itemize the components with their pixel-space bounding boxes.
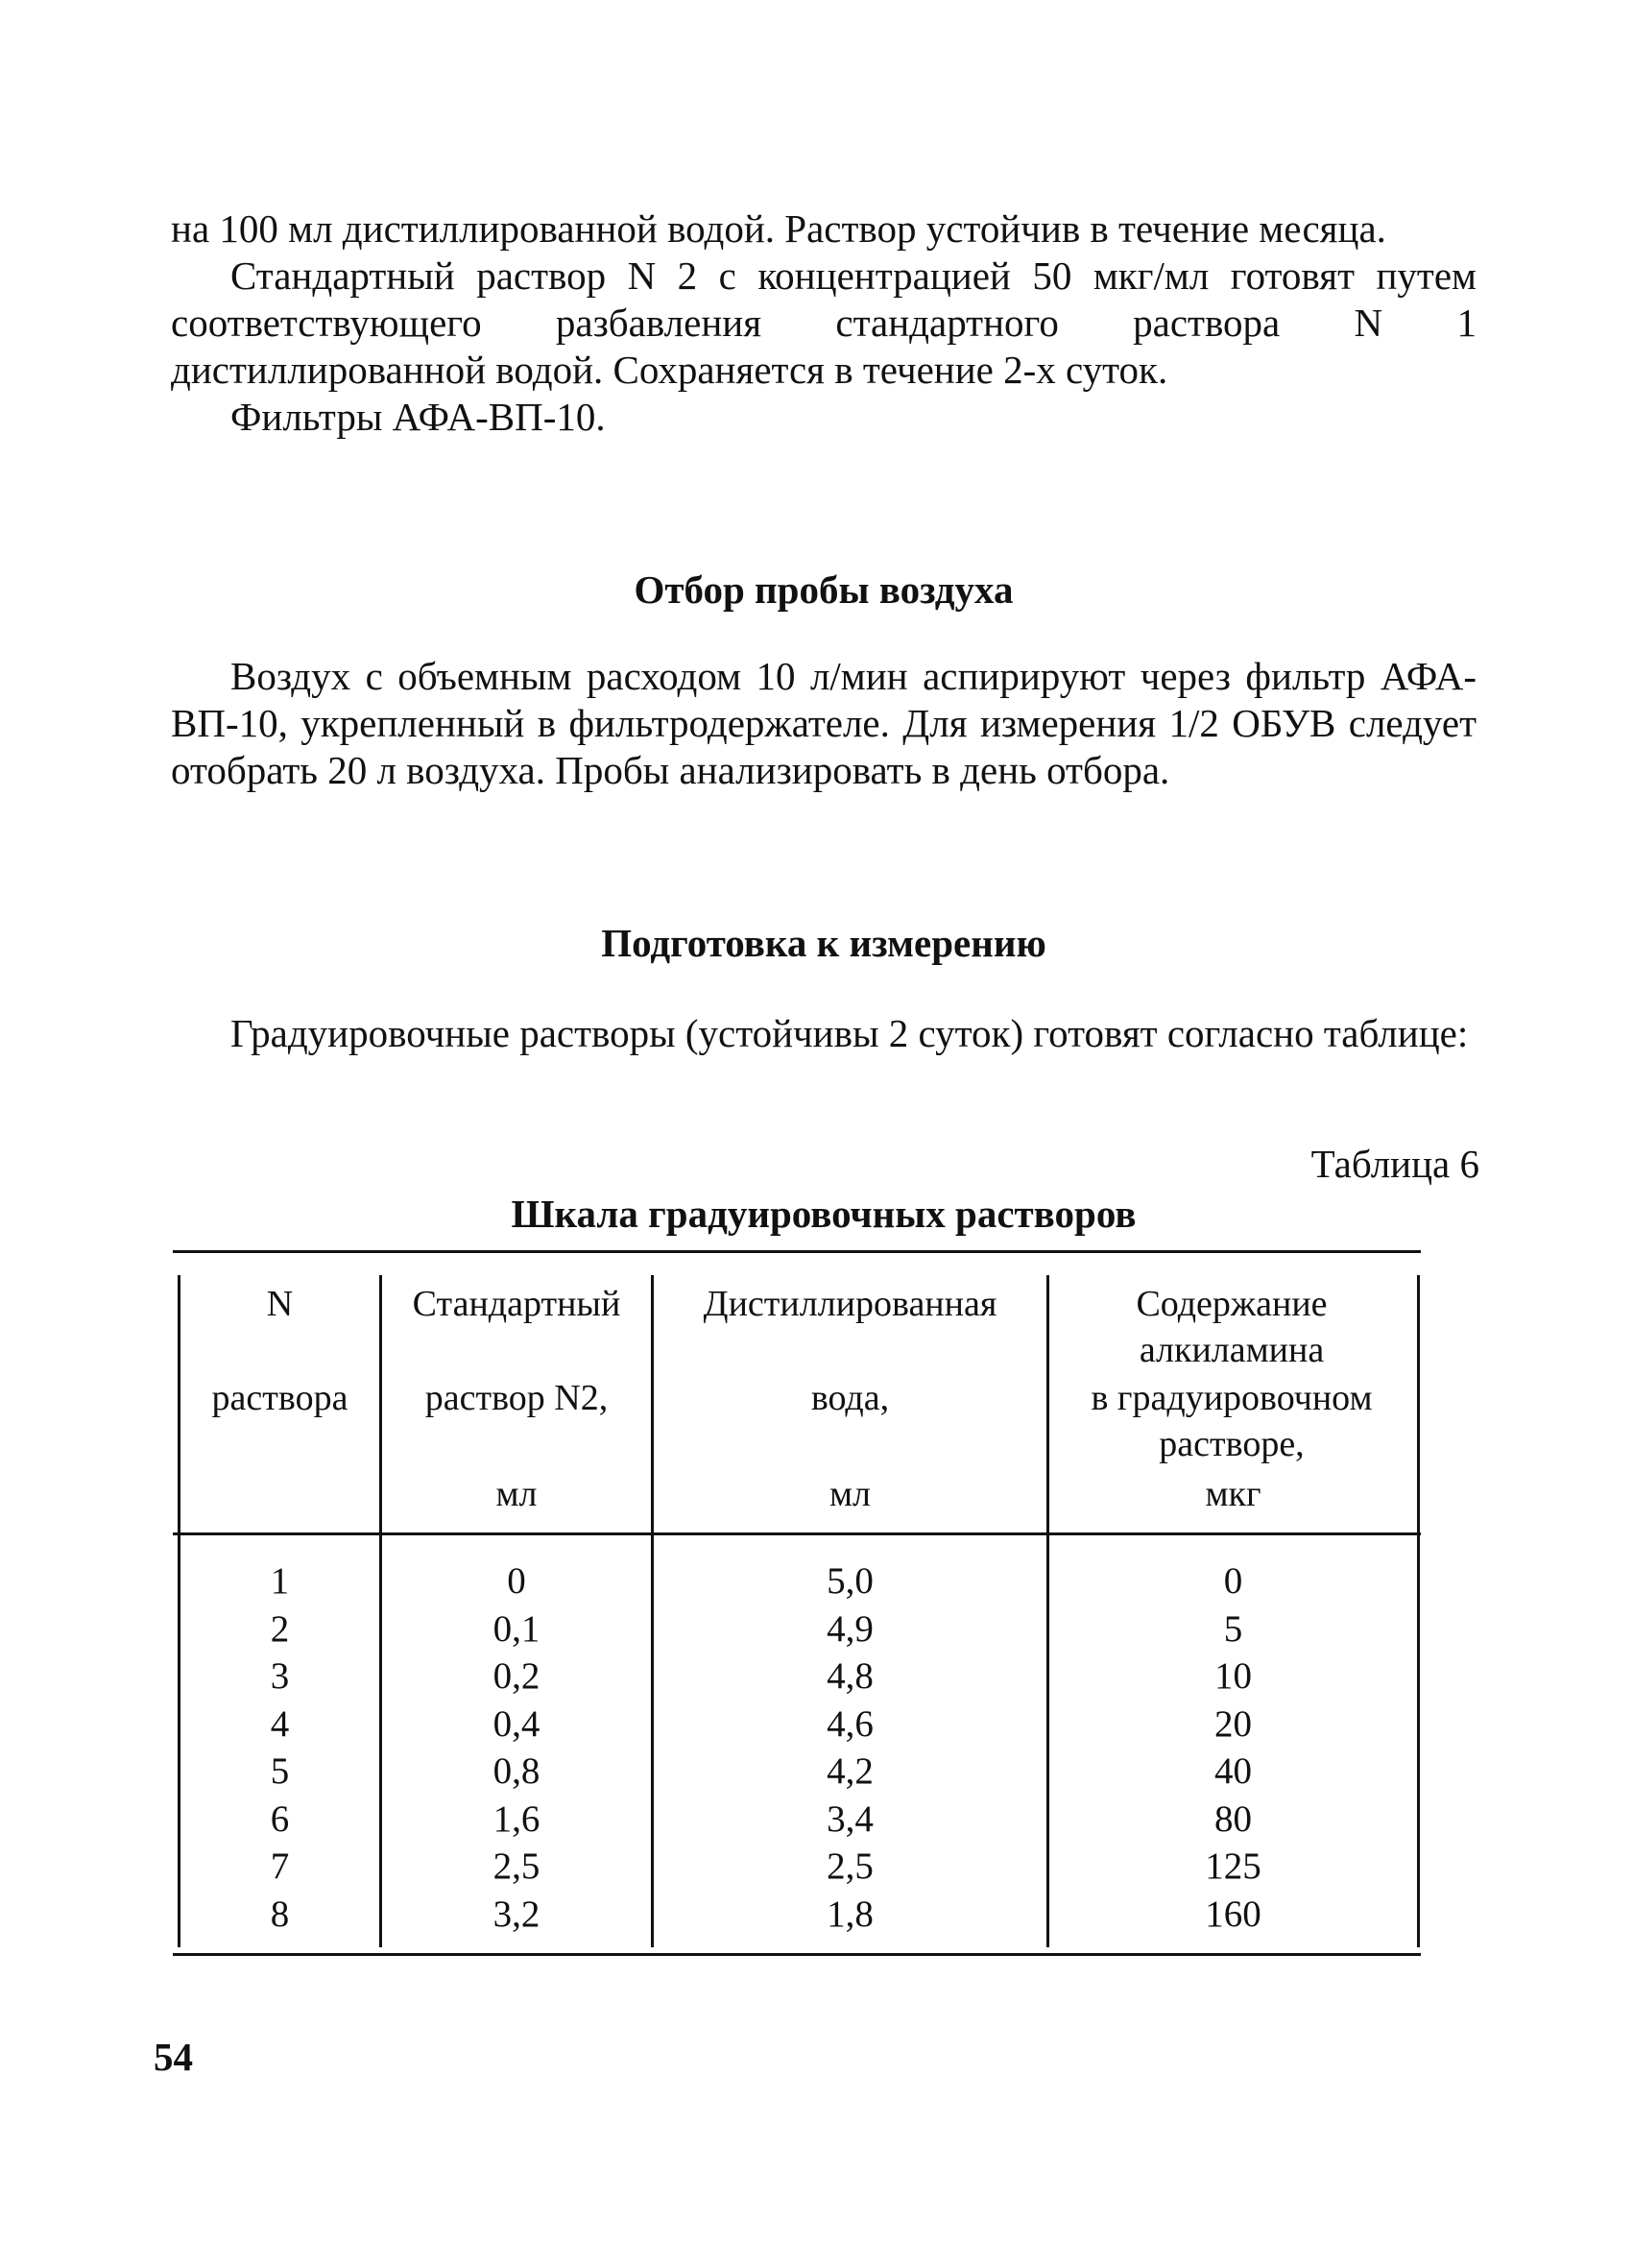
table-cell: 0,2 [492, 1655, 540, 1697]
table-cell: 7 [270, 1846, 290, 1887]
header-standard-line2: раствор N2, [424, 1378, 609, 1418]
table-cell: 1 [270, 1560, 290, 1602]
sampling-text-block [171, 653, 1477, 794]
table-cell: 160 [1205, 1893, 1261, 1935]
table-cell: 40 [1214, 1750, 1252, 1792]
table-top-rule [173, 1250, 1421, 1253]
table-cell: 5 [270, 1750, 290, 1792]
header-content-line1: Содержание алкиламина [1136, 1284, 1328, 1370]
table-cell: 1,8 [827, 1893, 874, 1935]
table-cell: 20 [1214, 1702, 1252, 1745]
section-heading-sampling: Отбор пробы воздуха [634, 567, 1014, 612]
column-alkylamine-content [1049, 1557, 1417, 1938]
table-bottom-rule [173, 1953, 1421, 1956]
table-header-rule [173, 1532, 1421, 1535]
table-cell: 3,4 [827, 1798, 874, 1840]
page-number: 54 [154, 2035, 193, 2079]
paragraph-standard-solution: Стандартный раствор N 2 с концентрацией 50 мкг/мл готовят путем соответствующего разбавления стандартного раствора N 1 дистиллированной водой. Сохраняется в течение 2-х суток. [171, 253, 1477, 392]
header-water-unit: мл [829, 1474, 871, 1514]
table-cell: 0 [1223, 1560, 1243, 1602]
table-cell: 3,2 [492, 1893, 540, 1935]
table-cell: 3 [270, 1655, 290, 1697]
column-distilled-water [654, 1557, 1046, 1938]
table-cell: 0 [507, 1560, 526, 1602]
column-solution-number [180, 1557, 379, 1938]
intro-text [171, 205, 1477, 441]
header-water-line2: вода, [810, 1378, 890, 1418]
header-content-line2: в градуировочном растворе, [1091, 1378, 1373, 1464]
table-right-border [1417, 1275, 1420, 1947]
section-heading-preparation: Подготовка к измерению [601, 921, 1046, 965]
table-cell: 4,9 [827, 1607, 874, 1650]
table-cell: 5 [1223, 1607, 1243, 1650]
paragraph-filters: Фильтры АФА-ВП-10. [230, 395, 606, 439]
table-number-label: Таблица 6 [1310, 1142, 1479, 1186]
table-cell: 80 [1214, 1798, 1252, 1840]
column-standard-solution [382, 1557, 651, 1938]
table-cell: 10 [1214, 1655, 1252, 1697]
table-cell: 2 [270, 1607, 290, 1650]
table-title: Шкала градуировочных растворов [511, 1192, 1137, 1236]
table-cell: 0,8 [492, 1750, 540, 1792]
table-cell: 125 [1205, 1846, 1261, 1887]
header-standard-unit: мл [495, 1474, 538, 1514]
table-cell: 0,4 [492, 1702, 540, 1745]
table-cell: 6 [270, 1798, 290, 1840]
paragraph-preparation: Градуировочные растворы (устойчивы 2 суток) готовят согласно таблице: [230, 1011, 1469, 1055]
table-cell: 4,6 [827, 1702, 874, 1745]
table-cell: 1,6 [492, 1798, 540, 1840]
table-cell: 4,2 [827, 1750, 874, 1792]
preparation-text-block [171, 1010, 1477, 1057]
table-cell: 2,5 [827, 1846, 874, 1887]
header-number-line1: N [266, 1284, 294, 1324]
table-cell: 4,8 [827, 1655, 874, 1697]
paragraph-sampling: Воздух с объемным расходом 10 л/мин аспирируют через фильтр АФА-ВП-10, укрепленный в фильтродержателе. Для измерения 1/2 ОБУВ следует отобрать 20 л воздуха. Пробы анализировать в день отбора. [171, 654, 1477, 792]
header-water-line1: Дистиллированная [703, 1284, 997, 1324]
paragraph-continuation: на 100 мл дистиллированной водой. Раствор устойчив в течение месяца. [171, 206, 1386, 251]
table-cell: 8 [270, 1893, 290, 1935]
header-content-unit: мкг [1205, 1474, 1261, 1514]
table-cell: 2,5 [492, 1846, 540, 1887]
header-number-line2: раствора [211, 1378, 348, 1418]
table-cell: 4 [270, 1702, 290, 1745]
table-cell: 0,1 [492, 1607, 540, 1650]
table-cell: 5,0 [827, 1560, 874, 1602]
header-standard-line1: Стандартный [412, 1284, 621, 1324]
